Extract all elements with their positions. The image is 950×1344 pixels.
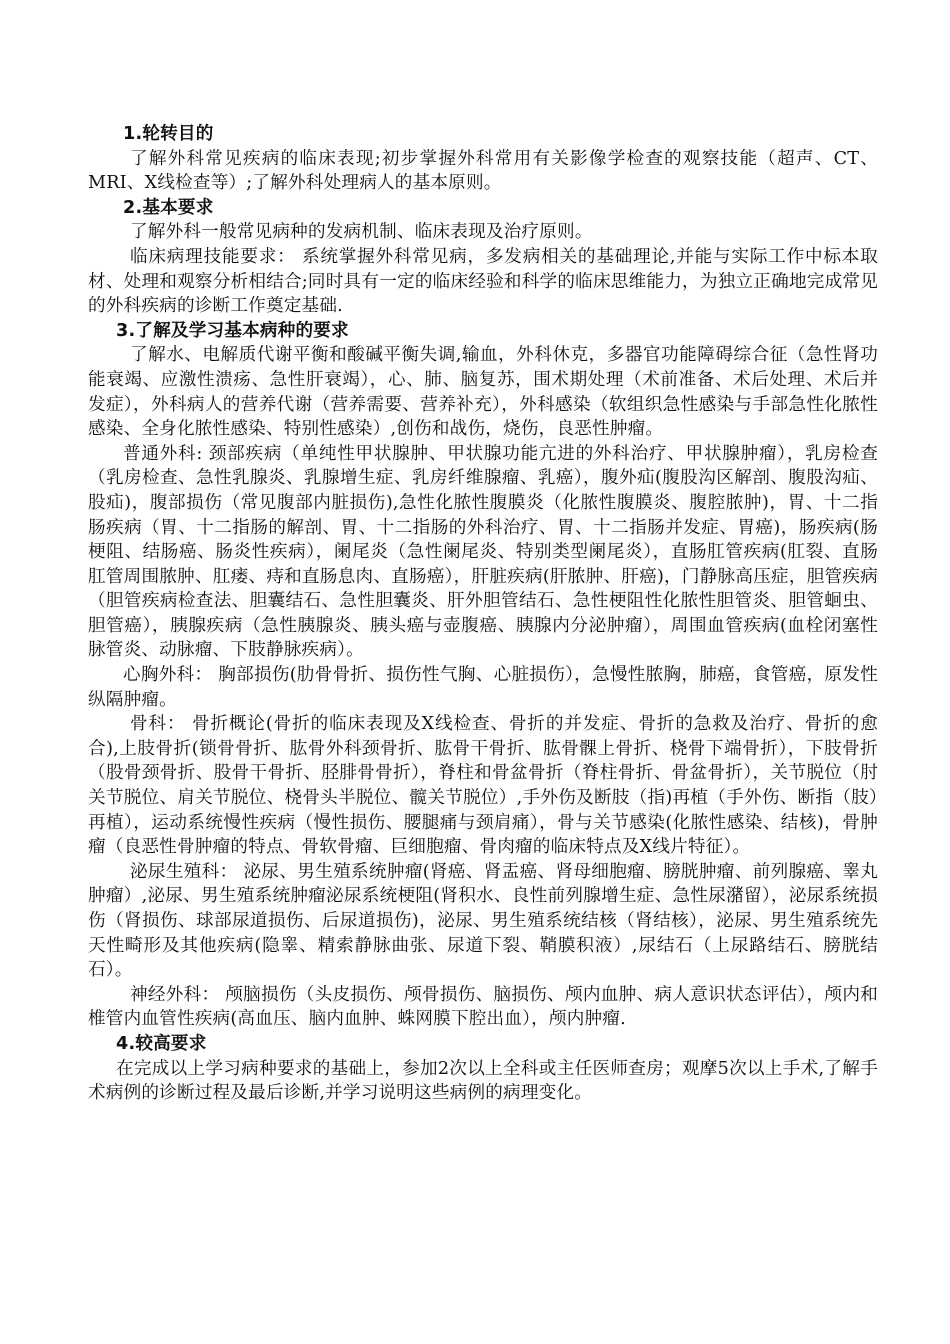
paragraph-orthopedics: 骨科： 骨折概论(骨折的临床表现及X线检查、骨折的并发症、骨折的急救及治疗、骨折的愈合),上肢骨折(锁骨骨折、肱骨外科颈骨折、肱骨干骨折、肱骨髁上骨折、桡骨下端骨折），下肢骨折（股骨颈骨折、股骨干骨折、胫腓骨骨折），脊柱和骨盆骨折（脊柱骨折、骨盆骨折），关节脱位（肘关节脱位、肩关节脱位、桡骨头半脱位、髋关节脱位）,手外伤及断肢（指)再植（手外伤、断指（肢）再植），运动系统慢性疾病（慢性损伤、腰腿痛与颈肩痛），骨与关节感染(化脓性感染、结核)，骨肿瘤（良恶性骨肿瘤的特点、骨软骨瘤、巨细胞瘤、骨肉瘤的临床特点及X线片特征）。 <box>88 714 878 858</box>
paragraph-general-topics: 了解水、电解质代谢平衡和酸碱平衡失调,输血，外科休克，多器官功能障碍综合征（急性肾功能衰竭、应激性溃疡、急性肝衰竭），心、肺、脑复苏，围术期处理（术前准备、术后处理、术后并发症），外科病人的营养代谢（营养需要、营养补充），外科感染（软组织急性感染与手部急性化脓性感染、全身化脓性感染、特别性感染）,创伤和战伤，烧伤，良恶性肿瘤。 <box>88 345 878 440</box>
document-page <box>88 122 878 1106</box>
paragraph-basic-requirements: 了解外科一般常见病种的发病机制、临床表现及治疗原则。 <box>130 222 593 243</box>
paragraph-urology: 泌尿生殖科： 泌尿、男生殖系统肿瘤(肾癌、肾盂癌、肾母细胞瘤、膀胱肿瘤、前列腺癌、睾丸肿瘤）,泌尿、男生殖系统肿瘤泌尿系统梗阻(肾积水、良性前列腺增生症、急性尿潴留），泌尿系统损伤（肾损伤、球部尿道损伤、后尿道损伤)，泌尿、男生殖系统结核（肾结核），泌尿、男生殖系统先天性畸形及其他疾病(隐睾、精索静脉曲张、尿道下裂、鞘膜积液）,尿结石（上尿路结石、膀胱结石）。 <box>88 861 878 981</box>
paragraph-general-surgery: 普通外科: 颈部疾病（单纯性甲状腺肿、甲状腺功能亢进的外科治疗、甲状腺肿瘤），乳房检查（乳房检查、急性乳腺炎、乳腺增生症、乳房纤维腺瘤、乳癌），腹外疝(腹股沟区解剖、腹股沟疝、股疝)，腹部损伤（常见腹部内脏损伤),急性化脓性腹膜炎（化脓性腹膜炎、腹腔脓肿)，胃、十二指肠疾病（胃、十二指肠的解剖、胃、十二指肠的外科治疗、胃、十二指肠并发症、胃癌)，肠疾病(肠梗阻、结肠癌、肠炎性疾病），阑尾炎（急性阑尾炎、特别类型阑尾炎），直肠肛管疾病(肛裂、直肠肛管周围脓肿、肛瘘、痔和直肠息肉、直肠癌），肝脏疾病(肝脓肿、肝癌)，门静脉高压症，胆管疾病（胆管疾病检查法、胆囊结石、急性胆囊炎、肝外胆管结石、急性梗阻性化脓性胆管炎、胆管蛔虫、胆管癌），胰腺疾病（急性胰腺炎、胰头癌与壶腹癌、胰腺内分泌肿瘤），周围血管疾病(血栓闭塞性脉管炎、动脉瘤、下肢静脉疾病）。 <box>88 443 878 661</box>
section-heading-basic-requirements: 2.基本要求 <box>123 197 214 218</box>
paragraph-advanced-requirements: 在完成以上学习病种要求的基础上，参加2次以上全科或主任医师查房；观摩5次以上手术,了解手术病例的诊断过程及最后诊断,并学习说明这些病例的病理变化。 <box>88 1058 878 1104</box>
section-heading-disease-requirements: 3.了解及学习基本病种的要求 <box>116 320 349 341</box>
paragraph-cardiothoracic-surgery: 心胸外科： 胸部损伤(肋骨骨折、损伤性气胸、心脏损伤），急慢性脓胸，肺癌，食管癌，原发性纵隔肿瘤。 <box>88 665 878 710</box>
paragraph-pathology-skills: 临床病理技能要求： 系统掌握外科常见病，多发病相关的基础理论,并能与实际工作中标本取材、处理和观察分析相结合;同时具有一定的临床经验和科学的临床思维能力，为独立正确地完成常见的外科疾病的诊断工作奠定基础. <box>88 246 878 317</box>
paragraph-rotation-purpose: 了解外科常见疾病的临床表现;初步掌握外科常用有关影像学检查的观察技能（超声、CT、MRI、X线检查等）;了解外科处理病人的基本原则。 <box>88 148 878 194</box>
section-heading-advanced-requirements: 4.较高要求 <box>116 1033 207 1054</box>
section-heading-rotation-purpose: 1.轮转目的 <box>123 124 214 144</box>
paragraph-neurosurgery: 神经外科： 颅脑损伤（头皮损伤、颅骨损伤、脑损伤、颅内血肿、病人意识状态评估），颅内和椎管内血管性疾病(高血压、脑内血肿、蛛网膜下腔出血），颅内肿瘤. <box>88 984 878 1030</box>
